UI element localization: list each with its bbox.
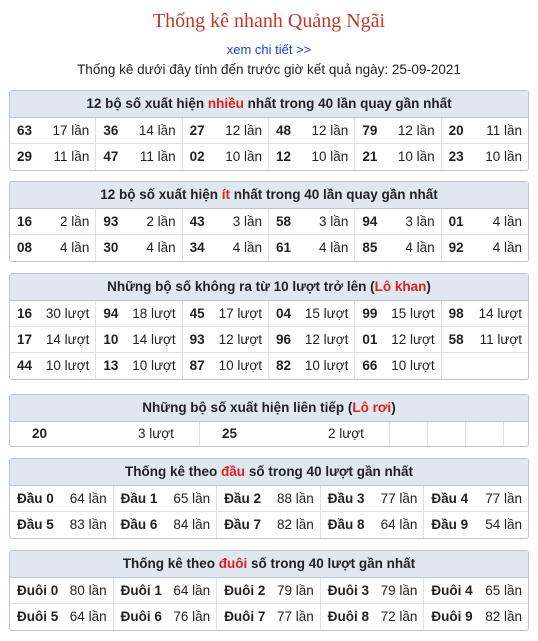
least-value: 2 lần (146, 214, 176, 229)
khan-value: 10 lượt (218, 358, 262, 373)
most-number: 63 (17, 123, 33, 138)
duoi-item (10, 604, 114, 630)
duoi-number: Đuôi 4 (431, 583, 473, 598)
duoi-value: 65 lần (485, 583, 522, 598)
most-value: 12 lần (397, 123, 435, 138)
most-item (10, 118, 96, 144)
khan-number: 10 (103, 332, 119, 347)
least-item (96, 209, 182, 235)
khan-number: 87 (189, 358, 205, 373)
section-title (10, 182, 528, 209)
most-number: 23 (448, 149, 464, 164)
least-value: 3 lần (405, 214, 435, 229)
dau-item (424, 486, 528, 512)
dau-number: Đầu 4 (431, 491, 469, 506)
khan-item (96, 301, 182, 327)
dau-item (321, 486, 425, 512)
most-item (96, 118, 182, 144)
title-text: Thống kê theo (125, 464, 222, 479)
duoi-item (321, 604, 425, 630)
page-title: Thống kê nhanh Quảng Ngãi (152, 10, 386, 32)
khan-value: 12 lượt (304, 332, 349, 347)
most-item (442, 144, 528, 170)
dau-number: Đầu 1 (120, 491, 158, 506)
duoi-number: Đuôi 3 (327, 583, 370, 598)
most-item (269, 144, 355, 170)
duoi-section (9, 550, 529, 631)
dau-value: 83 lần (69, 517, 107, 532)
dau-number: Đầu 5 (17, 517, 54, 532)
khan-item (355, 301, 441, 327)
khan-item (269, 353, 355, 379)
khan-number: 16 (17, 306, 33, 321)
section-title (10, 274, 528, 301)
dau-value: 77 lần (485, 491, 522, 506)
dau-item (10, 512, 114, 538)
least-item (183, 235, 269, 261)
least-number: 01 (448, 214, 464, 229)
title-text: ) (426, 279, 431, 294)
most-value: 11 lần (486, 123, 522, 138)
least-number: 58 (276, 214, 292, 229)
least-item (269, 209, 355, 235)
details-link[interactable]: xem chi tiết >> (226, 42, 312, 57)
most-number: 21 (362, 149, 378, 164)
duoi-item (217, 578, 321, 604)
khan-item (269, 301, 355, 327)
most-item (269, 118, 355, 144)
page-subtitle: Thống kê dưới đây tính đến trước giờ kết quả ngày: 25-09-2021 (77, 62, 461, 77)
title-text: 12 bộ số xuất hiện (86, 96, 208, 111)
title-highlight: nhiều (207, 96, 244, 111)
khan-number: 98 (448, 306, 464, 321)
dau-value: 77 lần (380, 491, 418, 506)
khan-number: 13 (103, 358, 119, 373)
least-number: 43 (189, 214, 205, 229)
least-value: 4 lần (492, 240, 522, 255)
khan-item (355, 327, 441, 353)
least-item (355, 209, 441, 235)
duoi-number: Đuôi 2 (224, 583, 266, 598)
most-number: 20 (448, 123, 464, 138)
least-item (442, 235, 528, 261)
khan-value: 15 lượt (391, 306, 435, 321)
duoi-number: Đuôi 0 (17, 583, 59, 598)
duoi-number: Đuôi 1 (120, 583, 162, 598)
most-value: 10 lần (485, 149, 522, 164)
dau-item (10, 486, 114, 512)
title-highlight: Lô rơi (352, 400, 392, 415)
dau-value: 84 lần (173, 517, 211, 532)
most-value: 12 lần (311, 123, 349, 138)
dau-value: 65 lần (173, 491, 211, 506)
least-number: 61 (276, 240, 292, 255)
least-value: 4 lần (60, 240, 90, 255)
most-item (183, 144, 269, 170)
dau-number: Đầu 9 (431, 517, 469, 532)
section-title (10, 91, 528, 118)
duoi-item (114, 604, 218, 630)
most-item (442, 118, 528, 144)
title-text: ) (391, 400, 396, 415)
khan-value: 10 lượt (304, 358, 349, 373)
title-text: số trong 40 lượt gần nhất (245, 464, 413, 479)
dau-item (114, 512, 218, 538)
khan-item (183, 301, 269, 327)
title-highlight: đầu (221, 464, 246, 479)
roi-item (200, 422, 390, 446)
least-value: 4 lần (319, 240, 349, 255)
dau-value: 54 lần (485, 517, 522, 532)
section-title (10, 395, 528, 422)
least-value: 2 lần (60, 214, 90, 229)
khan-number: 96 (276, 332, 292, 347)
most-number: 12 (276, 149, 292, 164)
most-grid (10, 118, 528, 170)
khan-number: 93 (189, 332, 205, 347)
least-item (10, 209, 96, 235)
least-number: 92 (448, 240, 464, 255)
dau-number: Đầu 6 (120, 517, 158, 532)
most-item (355, 144, 441, 170)
dau-number: Đầu 8 (327, 517, 365, 532)
khan-value: 12 lượt (218, 332, 262, 347)
khan-number: 04 (276, 306, 292, 321)
roi-empty-cell (428, 422, 466, 446)
title-text: số trong 40 lượt gần nhất (247, 556, 416, 571)
least-number: 94 (362, 214, 378, 229)
roi-value: 2 lượt (328, 426, 364, 441)
section-title (10, 551, 528, 578)
least-item (269, 235, 355, 261)
least-value: 3 lần (319, 214, 349, 229)
duoi-value: 79 lần (277, 583, 314, 598)
khan-grid (10, 301, 528, 379)
khan-item (183, 327, 269, 353)
most-value: 17 lần (52, 123, 90, 138)
least-item (183, 209, 269, 235)
khan-value: 15 lượt (304, 306, 349, 321)
most-number: 27 (189, 123, 205, 138)
dau-item (114, 486, 218, 512)
least-number: 34 (189, 240, 205, 255)
duoi-item (10, 578, 114, 604)
roi-value: 3 lượt (138, 426, 174, 441)
khan-number: 94 (103, 306, 119, 321)
title-highlight: Lô khan (374, 279, 427, 294)
duoi-value: 64 lần (173, 583, 211, 598)
duoi-grid (10, 578, 528, 630)
least-value: 4 lần (492, 214, 522, 229)
roi-empty-cell (466, 422, 504, 446)
khan-value: 17 lượt (218, 306, 262, 321)
most-frequent-section (9, 90, 529, 171)
roi-number: 20 (32, 426, 48, 441)
khan-item (10, 301, 96, 327)
title-highlight: ít (221, 187, 230, 202)
khan-value: 18 lượt (132, 306, 176, 321)
most-item (355, 118, 441, 144)
most-item (10, 144, 96, 170)
title-text: Thống kê theo (122, 556, 219, 571)
title-text: nhất trong 40 lần quay gần nhất (243, 96, 452, 111)
dau-item (424, 512, 528, 538)
least-number: 16 (17, 214, 33, 229)
dau-value: 88 lần (277, 491, 314, 506)
duoi-value: 79 lần (380, 583, 418, 598)
most-number: 02 (189, 149, 205, 164)
lo-khan-section (9, 273, 529, 380)
least-value: 4 lần (405, 240, 435, 255)
khan-item (96, 327, 182, 353)
khan-number: 44 (17, 358, 33, 373)
dau-item (321, 512, 425, 538)
dau-value: 64 lần (69, 491, 107, 506)
most-number: 48 (276, 123, 292, 138)
dau-item (217, 486, 321, 512)
dau-value: 82 lần (277, 517, 314, 532)
dau-number: Đầu 7 (224, 517, 261, 532)
least-grid (10, 209, 528, 261)
most-value: 12 lần (225, 123, 262, 138)
most-item (183, 118, 269, 144)
most-value: 11 lần (139, 149, 176, 164)
khan-number: 58 (448, 332, 464, 347)
least-number: 30 (103, 240, 119, 255)
duoi-value: 82 lần (485, 609, 522, 624)
most-number: 79 (362, 123, 378, 138)
khan-item (10, 353, 96, 379)
most-value: 14 lần (138, 123, 176, 138)
duoi-item (424, 604, 528, 630)
dau-number: Đầu 2 (224, 491, 261, 506)
dau-grid (10, 486, 528, 538)
duoi-value: 72 lần (380, 609, 418, 624)
most-number: 47 (103, 149, 119, 164)
title-text: Những bộ số xuất hiện liên tiếp ( (142, 400, 353, 415)
least-value: 3 lần (232, 214, 262, 229)
khan-number: 99 (362, 306, 378, 321)
duoi-number: Đuôi 6 (120, 609, 162, 624)
most-value: 10 lần (225, 149, 262, 164)
most-value: 10 lần (397, 149, 435, 164)
least-value: 4 lần (232, 240, 262, 255)
most-number: 29 (17, 149, 33, 164)
khan-value: 10 lượt (132, 358, 176, 373)
dau-section (9, 458, 529, 539)
khan-item (10, 327, 96, 353)
khan-value: 14 lượt (478, 306, 522, 321)
khan-number: 45 (189, 306, 205, 321)
least-item (355, 235, 441, 261)
least-value: 4 lần (146, 240, 176, 255)
lo-roi-section (9, 394, 529, 447)
title-text: nhất trong 40 lần quay gần nhất (230, 187, 438, 202)
section-title (10, 459, 528, 486)
least-item (442, 209, 528, 235)
duoi-number: Đuôi 5 (17, 609, 59, 624)
khan-item (269, 327, 355, 353)
most-item (96, 144, 182, 170)
khan-item (355, 353, 441, 379)
least-number: 93 (103, 214, 119, 229)
least-item (96, 235, 182, 261)
duoi-number: Đuôi 9 (431, 609, 473, 624)
roi-item (10, 422, 200, 446)
duoi-value: 64 lần (69, 609, 107, 624)
title-text: Những bộ số không ra từ 10 lượt trở lên ( (107, 279, 375, 294)
khan-value: 14 lượt (132, 332, 176, 347)
khan-number: 66 (362, 358, 378, 373)
khan-item (96, 353, 182, 379)
khan-value: 30 lượt (45, 306, 90, 321)
khan-number: 01 (362, 332, 378, 347)
khan-item (442, 301, 528, 327)
duoi-number: Đuôi 8 (327, 609, 370, 624)
khan-value: 11 lượt (479, 332, 522, 347)
most-number: 36 (103, 123, 119, 138)
khan-value: 12 lượt (391, 332, 435, 347)
title-highlight: đuôi (218, 556, 248, 571)
roi-empty-cell (504, 422, 528, 446)
duoi-value: 80 lần (69, 583, 107, 598)
roi-empty-cell (390, 422, 428, 446)
least-number: 85 (362, 240, 378, 255)
title-text: 12 bộ số xuất hiện (100, 187, 222, 202)
duoi-value: 76 lần (173, 609, 211, 624)
khan-value: 10 lượt (391, 358, 435, 373)
most-value: 10 lần (311, 149, 349, 164)
duoi-value: 77 lần (277, 609, 314, 624)
least-frequent-section (9, 181, 529, 262)
most-value: 11 lần (53, 149, 90, 164)
duoi-item (217, 604, 321, 630)
khan-number: 82 (276, 358, 292, 373)
khan-item (183, 353, 269, 379)
khan-item (442, 353, 528, 379)
khan-item (442, 327, 528, 353)
least-number: 08 (17, 240, 33, 255)
roi-row (10, 422, 528, 446)
dau-number: Đầu 0 (17, 491, 54, 506)
dau-item (217, 512, 321, 538)
duoi-item (424, 578, 528, 604)
least-item (10, 235, 96, 261)
roi-number: 25 (222, 426, 238, 441)
dau-number: Đầu 3 (327, 491, 365, 506)
khan-number: 17 (17, 332, 33, 347)
khan-value: 14 lượt (45, 332, 90, 347)
duoi-item (114, 578, 218, 604)
duoi-item (321, 578, 425, 604)
dau-value: 64 lần (380, 517, 418, 532)
duoi-number: Đuôi 7 (224, 609, 266, 624)
khan-value: 10 lượt (45, 358, 90, 373)
